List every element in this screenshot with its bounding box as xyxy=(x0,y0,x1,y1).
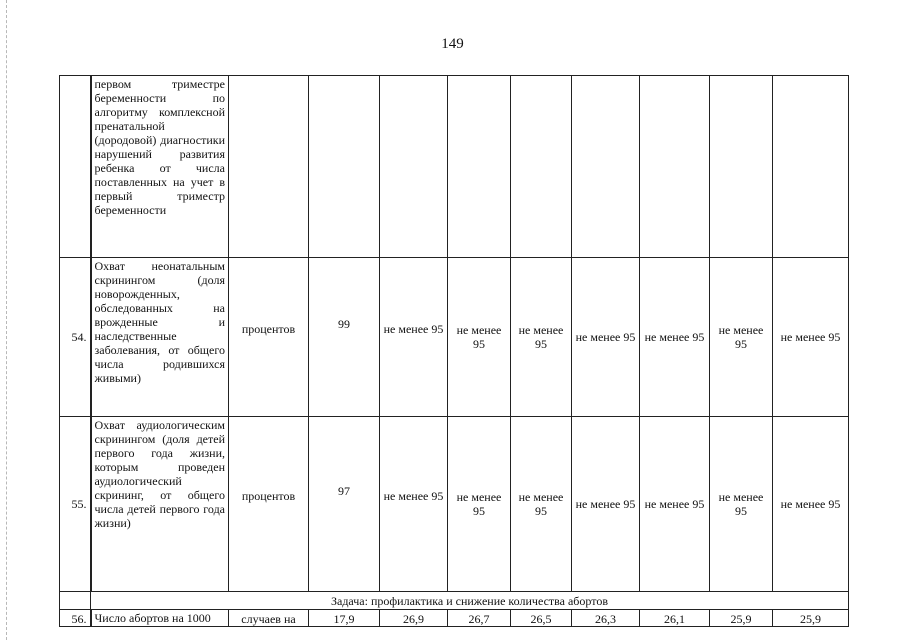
row-number-empty xyxy=(60,592,91,610)
value-cell: 17,9 xyxy=(309,610,380,627)
value-cell xyxy=(448,76,511,258)
value-cell: не менее 95 xyxy=(640,258,710,417)
unit-cell: процентов xyxy=(229,417,309,592)
value-cell: не менее 95 xyxy=(511,258,572,417)
value-cell: не менее 95 xyxy=(773,417,849,592)
page-number: 149 xyxy=(441,36,464,52)
value-cell: не менее 95 xyxy=(640,417,710,592)
unit-cell: процентов xyxy=(229,258,309,417)
value-cell: не менее 95 xyxy=(710,417,773,592)
value-cell: не менее 95 xyxy=(380,417,448,592)
table-row xyxy=(60,610,849,627)
task-row xyxy=(60,592,849,610)
value-cell xyxy=(710,76,773,258)
page-edge-line xyxy=(6,0,7,640)
row-number: 54. xyxy=(60,258,91,417)
indicator-name: первом триместре беременности по алгоритму комплексной пренатальной (дородовой) диагностики нарушений развития ребенка от числа поставленных на учет в первый триместр беременности xyxy=(91,76,229,258)
table-row xyxy=(60,258,849,417)
unit-cell: случаев на xyxy=(229,610,309,627)
value-cell: не менее 95 xyxy=(448,258,511,417)
value-cell: не менее 95 xyxy=(448,417,511,592)
indicators-table xyxy=(59,75,849,627)
value-cell: не менее 95 xyxy=(572,417,640,592)
value-cell xyxy=(309,76,380,258)
value-cell: не менее 95 xyxy=(511,417,572,592)
indicator-name: Число абортов на 1000 xyxy=(91,610,229,627)
value-cell: 97 xyxy=(309,417,380,592)
value-cell xyxy=(511,76,572,258)
unit-cell xyxy=(229,76,309,258)
row-number: 55. xyxy=(60,417,91,592)
value-cell xyxy=(572,76,640,258)
task-heading: Задача: профилактика и снижение количества абортов xyxy=(91,592,849,610)
value-cell xyxy=(380,76,448,258)
table-row xyxy=(60,417,849,592)
value-cell: не менее 95 xyxy=(572,258,640,417)
value-cell: 25,9 xyxy=(773,610,849,627)
value-cell: 26,1 xyxy=(640,610,710,627)
value-cell: 25,9 xyxy=(710,610,773,627)
value-cell: 26,7 xyxy=(448,610,511,627)
value-cell: не менее 95 xyxy=(710,258,773,417)
value-cell: 26,3 xyxy=(572,610,640,627)
value-cell: не менее 95 xyxy=(773,258,849,417)
row-number: 56. xyxy=(60,610,91,627)
value-cell: 26,5 xyxy=(511,610,572,627)
value-cell: не менее 95 xyxy=(380,258,448,417)
value-cell xyxy=(773,76,849,258)
value-cell: 99 xyxy=(309,258,380,417)
value-cell xyxy=(640,76,710,258)
table-row xyxy=(60,76,849,258)
indicator-name: Охват аудиологическим скринингом (доля детей первого года жизни, которым проведен аудиологический скрининг, от общего числа детей первого года жизни) xyxy=(91,417,229,592)
indicator-name: Охват неонатальным скринингом (доля новорожденных, обследованных на врожденные и наследственные заболевания, от общего числа родившихся живыми) xyxy=(91,258,229,417)
row-number xyxy=(60,76,91,258)
value-cell: 26,9 xyxy=(380,610,448,627)
